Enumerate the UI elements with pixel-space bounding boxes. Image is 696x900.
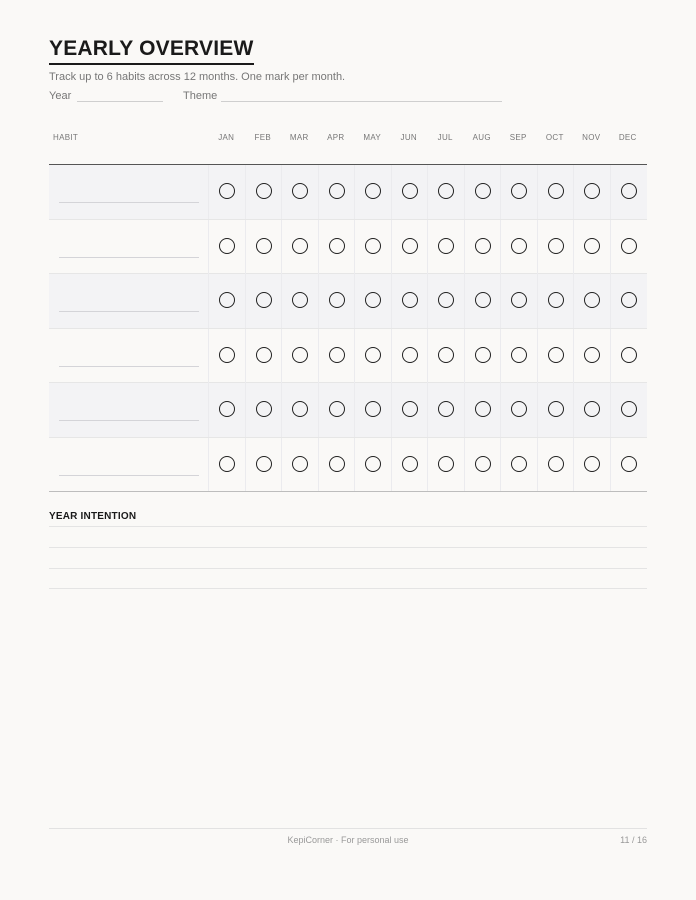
habit-mark-circle[interactable]	[621, 401, 637, 417]
month-cell-may	[354, 329, 391, 383]
month-cell-feb	[245, 274, 282, 328]
habit-mark-circle[interactable]	[475, 401, 491, 417]
habit-mark-circle[interactable]	[402, 292, 418, 308]
habit-mark-circle[interactable]	[256, 401, 272, 417]
month-cell-jun	[391, 165, 428, 219]
month-cell-jul	[427, 220, 464, 274]
month-header-may: MAY	[363, 133, 382, 142]
habit-mark-circle[interactable]	[402, 183, 418, 199]
month-cell-oct	[537, 274, 574, 328]
habit-mark-circle[interactable]	[511, 401, 527, 417]
habit-name-field[interactable]	[59, 366, 199, 367]
month-cell-dec	[610, 438, 647, 492]
habit-mark-circle[interactable]	[365, 401, 381, 417]
habit-mark-circle[interactable]	[511, 238, 527, 254]
habit-mark-circle[interactable]	[548, 347, 564, 363]
month-cell-jan	[208, 165, 245, 219]
habit-mark-circle[interactable]	[584, 183, 600, 199]
habit-mark-circle[interactable]	[621, 183, 637, 199]
habit-mark-circle[interactable]	[475, 456, 491, 472]
habit-mark-circle[interactable]	[402, 401, 418, 417]
habit-mark-circle[interactable]	[548, 183, 564, 199]
table-header	[49, 128, 647, 165]
habit-mark-circle[interactable]	[365, 238, 381, 254]
page-number: 11 / 16	[620, 835, 647, 845]
month-cell-oct	[537, 329, 574, 383]
month-cell-sep	[500, 438, 537, 492]
month-cell-jul	[427, 329, 464, 383]
habit-mark-circle[interactable]	[329, 183, 345, 199]
month-cell-oct	[537, 165, 574, 219]
habit-mark-circle[interactable]	[402, 347, 418, 363]
month-cell-jun	[391, 220, 428, 274]
table-bottom-rule	[49, 491, 647, 492]
month-cell-mar	[281, 329, 318, 383]
month-cell-jun	[391, 438, 428, 492]
year-field[interactable]	[77, 101, 163, 102]
habit-mark-circle[interactable]	[256, 183, 272, 199]
habit-mark-circle[interactable]	[584, 401, 600, 417]
habit-mark-circle[interactable]	[548, 456, 564, 472]
habit-mark-circle[interactable]	[219, 292, 235, 308]
month-cell-apr	[318, 383, 355, 437]
intention-line[interactable]	[49, 547, 647, 548]
month-cell-jul	[427, 438, 464, 492]
month-cell-dec	[610, 329, 647, 383]
page-subtitle: Track up to 6 habits across 12 months. One mark per month.	[49, 71, 346, 83]
habit-row	[49, 383, 647, 438]
month-cell-aug	[464, 165, 501, 219]
habit-mark-circle[interactable]	[584, 238, 600, 254]
habit-mark-circle[interactable]	[475, 292, 491, 308]
month-header-nov: NOV	[582, 133, 601, 142]
month-cell-mar	[281, 383, 318, 437]
habit-mark-circle[interactable]	[438, 183, 454, 199]
month-cell-apr	[318, 165, 355, 219]
habit-mark-circle[interactable]	[219, 238, 235, 254]
month-cell-feb	[245, 165, 282, 219]
month-header-mar: MAR	[289, 133, 309, 142]
month-cell-nov	[573, 383, 610, 437]
footer-brand: KepiCorner · For personal use	[287, 835, 409, 845]
month-cell-sep	[500, 274, 537, 328]
month-cell-dec	[610, 165, 647, 219]
habit-mark-circle[interactable]	[219, 347, 235, 363]
habit-mark-circle[interactable]	[292, 292, 308, 308]
habit-mark-circle[interactable]	[548, 401, 564, 417]
habit-mark-circle[interactable]	[548, 238, 564, 254]
habit-mark-circle[interactable]	[475, 347, 491, 363]
habit-mark-circle[interactable]	[329, 456, 345, 472]
habit-grid	[49, 165, 647, 492]
habit-mark-circle[interactable]	[219, 456, 235, 472]
month-cell-jun	[391, 383, 428, 437]
month-cell-jan	[208, 220, 245, 274]
month-cell-apr	[318, 329, 355, 383]
habit-mark-circle[interactable]	[329, 292, 345, 308]
month-header-aug: AUG	[472, 133, 491, 142]
month-header-feb: FEB	[254, 133, 271, 142]
footer-divider	[49, 828, 647, 829]
habit-mark-circle[interactable]	[584, 292, 600, 308]
month-cell-nov	[573, 220, 610, 274]
habit-mark-circle[interactable]	[292, 456, 308, 472]
habit-mark-circle[interactable]	[329, 401, 345, 417]
month-cell-mar	[281, 438, 318, 492]
month-cell-aug	[464, 438, 501, 492]
meta-fields	[49, 90, 647, 104]
month-cell-oct	[537, 438, 574, 492]
month-cell-nov	[573, 438, 610, 492]
habit-mark-circle[interactable]	[584, 456, 600, 472]
month-cell-feb	[245, 438, 282, 492]
month-cell-oct	[537, 383, 574, 437]
habit-row	[49, 165, 647, 220]
month-cell-sep	[500, 220, 537, 274]
month-cell-jul	[427, 383, 464, 437]
month-cell-jul	[427, 274, 464, 328]
month-cell-aug	[464, 329, 501, 383]
month-header-jan: JAN	[218, 133, 235, 142]
month-cell-may	[354, 383, 391, 437]
month-cell-oct	[537, 220, 574, 274]
habit-mark-circle[interactable]	[621, 347, 637, 363]
habit-mark-circle[interactable]	[365, 292, 381, 308]
habit-mark-circle[interactable]	[292, 401, 308, 417]
month-cell-apr	[318, 220, 355, 274]
month-cell-mar	[281, 165, 318, 219]
habit-mark-circle[interactable]	[438, 292, 454, 308]
habit-mark-circle[interactable]	[292, 238, 308, 254]
habit-name-field[interactable]	[59, 475, 199, 476]
habit-mark-circle[interactable]	[256, 347, 272, 363]
habit-mark-circle[interactable]	[548, 292, 564, 308]
habit-mark-circle[interactable]	[621, 238, 637, 254]
page-title: YEARLY OVERVIEW	[49, 36, 254, 65]
habit-row	[49, 274, 647, 329]
month-cell-may	[354, 274, 391, 328]
habit-name-field[interactable]	[59, 202, 199, 203]
habit-mark-circle[interactable]	[621, 292, 637, 308]
month-cell-feb	[245, 329, 282, 383]
month-cell-aug	[464, 274, 501, 328]
habit-mark-circle[interactable]	[511, 183, 527, 199]
month-cell-nov	[573, 165, 610, 219]
month-cell-apr	[318, 274, 355, 328]
habit-mark-circle[interactable]	[438, 456, 454, 472]
habit-mark-circle[interactable]	[219, 183, 235, 199]
habit-row	[49, 438, 647, 493]
month-cell-dec	[610, 220, 647, 274]
habit-mark-circle[interactable]	[256, 292, 272, 308]
habit-mark-circle[interactable]	[292, 347, 308, 363]
month-header-jul: JUL	[437, 133, 453, 142]
habit-mark-circle[interactable]	[511, 347, 527, 363]
habit-mark-circle[interactable]	[292, 183, 308, 199]
intention-line[interactable]	[49, 588, 647, 589]
habit-mark-circle[interactable]	[475, 183, 491, 199]
year-label: Year	[49, 90, 72, 102]
month-cell-may	[354, 220, 391, 274]
habit-row	[49, 329, 647, 384]
intention-line[interactable]	[49, 568, 647, 569]
habit-name-field[interactable]	[59, 420, 199, 421]
month-cell-mar	[281, 274, 318, 328]
month-header-oct: OCT	[545, 133, 564, 142]
theme-label: Theme	[183, 90, 218, 102]
habit-row	[49, 220, 647, 275]
habit-mark-circle[interactable]	[365, 183, 381, 199]
month-cell-jan	[208, 274, 245, 328]
month-cell-sep	[500, 383, 537, 437]
month-cell-may	[354, 438, 391, 492]
habit-mark-circle[interactable]	[402, 456, 418, 472]
habit-mark-circle[interactable]	[438, 238, 454, 254]
month-cell-jan	[208, 329, 245, 383]
habit-mark-circle[interactable]	[219, 401, 235, 417]
habit-mark-circle[interactable]	[511, 292, 527, 308]
page	[49, 0, 647, 900]
habit-mark-circle[interactable]	[256, 456, 272, 472]
month-cell-dec	[610, 383, 647, 437]
habit-mark-circle[interactable]	[365, 456, 381, 472]
month-cell-apr	[318, 438, 355, 492]
month-cell-jun	[391, 274, 428, 328]
habit-mark-circle[interactable]	[256, 238, 272, 254]
habit-mark-circle[interactable]	[475, 238, 491, 254]
month-header-jun: JUN	[400, 133, 417, 142]
habit-mark-circle[interactable]	[329, 238, 345, 254]
intention-line[interactable]	[49, 526, 647, 527]
habit-mark-circle[interactable]	[402, 238, 418, 254]
month-cell-sep	[500, 329, 537, 383]
month-cell-aug	[464, 220, 501, 274]
habit-name-field[interactable]	[59, 257, 199, 258]
month-cell-jan	[208, 383, 245, 437]
month-cell-nov	[573, 329, 610, 383]
habit-mark-circle[interactable]	[621, 456, 637, 472]
month-header-sep: SEP	[509, 133, 527, 142]
habit-mark-circle[interactable]	[329, 347, 345, 363]
year-intention-title: YEAR INTENTION	[49, 511, 137, 522]
month-cell-dec	[610, 274, 647, 328]
month-cell-may	[354, 165, 391, 219]
habit-mark-circle[interactable]	[511, 456, 527, 472]
month-cell-feb	[245, 383, 282, 437]
month-header-dec: DEC	[618, 133, 637, 142]
month-cell-nov	[573, 274, 610, 328]
month-cell-jul	[427, 165, 464, 219]
month-cell-mar	[281, 220, 318, 274]
theme-field[interactable]	[221, 101, 502, 102]
habit-mark-circle[interactable]	[584, 347, 600, 363]
month-header-apr: APR	[327, 133, 345, 142]
month-cell-jan	[208, 438, 245, 492]
habit-column-header: HABIT	[53, 133, 79, 142]
habit-mark-circle[interactable]	[438, 347, 454, 363]
habit-name-field[interactable]	[59, 311, 199, 312]
month-cell-aug	[464, 383, 501, 437]
month-cell-jun	[391, 329, 428, 383]
month-cell-sep	[500, 165, 537, 219]
habit-mark-circle[interactable]	[438, 401, 454, 417]
month-cell-feb	[245, 220, 282, 274]
habit-mark-circle[interactable]	[365, 347, 381, 363]
